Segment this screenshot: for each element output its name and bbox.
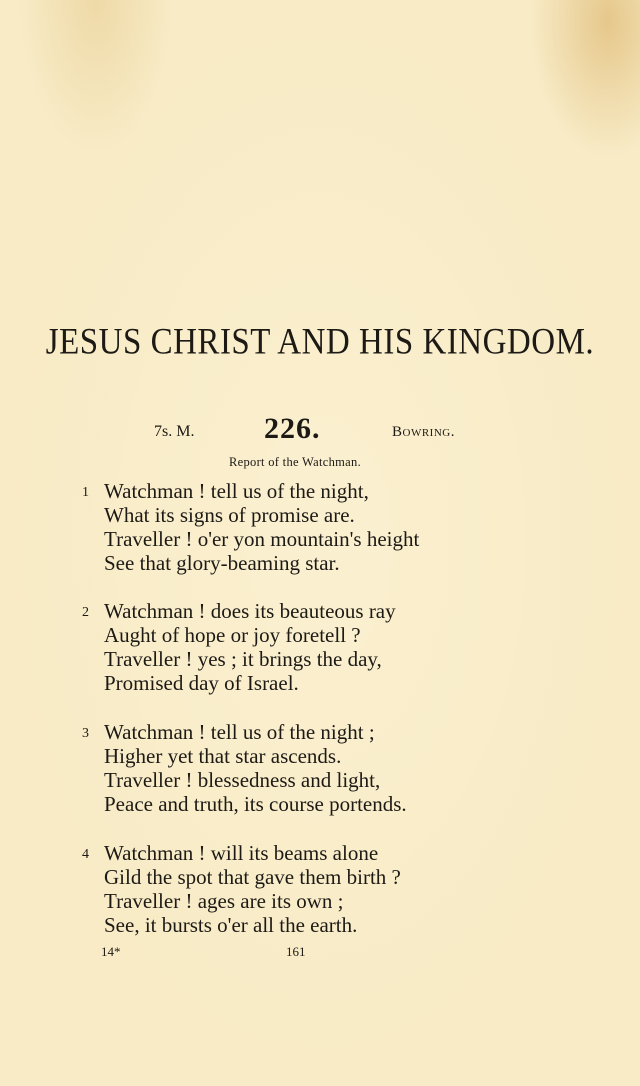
stanza-number: 3 [82,726,89,741]
verse-line: See, it bursts o'er all the earth. [104,913,358,937]
verse-line: What its signs of promise are. [104,503,355,527]
verse-line: Traveller ! ages are its own ; [104,889,344,913]
hymn-meter: 7s. M. [154,423,195,440]
section-title: JESUS CHRIST AND HIS KINGDOM. [45,322,595,363]
stanza-3 [82,720,604,816]
stanza-number: 4 [82,847,89,862]
signature-mark: 14* [101,944,121,959]
verse-line: Gild the spot that gave them birth ? [104,865,401,889]
verse-line: Traveller ! blessedness and light, [104,768,381,792]
hymn-header [0,412,640,452]
stanza-2 [82,599,604,695]
verse-line: Aught of hope or joy foretell ? [104,623,361,647]
stanza-number: 2 [82,605,89,620]
verse-line: Watchman ! does its beauteous ray [104,599,396,623]
verse-line: Watchman ! tell us of the night, [104,479,369,503]
verse-line: Peace and truth, its course portends. [104,792,407,816]
stanza-number: 1 [82,485,89,500]
verse-line: Traveller ! yes ; it brings the day, [104,647,382,671]
stanza-1 [82,479,604,575]
hymn-author: Bowring. [392,424,455,440]
verse-line: Traveller ! o'er yon mountain's height [104,527,420,551]
hymn-number: 226. [264,412,321,445]
verse-line: Watchman ! tell us of the night ; [104,720,375,744]
stanza-4 [82,841,604,937]
verse-line: See that glory-beaming star. [104,551,340,575]
verse-line: Higher yet that star ascends. [104,744,342,768]
hymn-subtitle: Report of the Watchman. [228,455,362,469]
verse-line: Promised day of Israel. [104,671,299,695]
page-number: 161 [286,944,306,959]
verse-line: Watchman ! will its beams alone [104,841,379,865]
